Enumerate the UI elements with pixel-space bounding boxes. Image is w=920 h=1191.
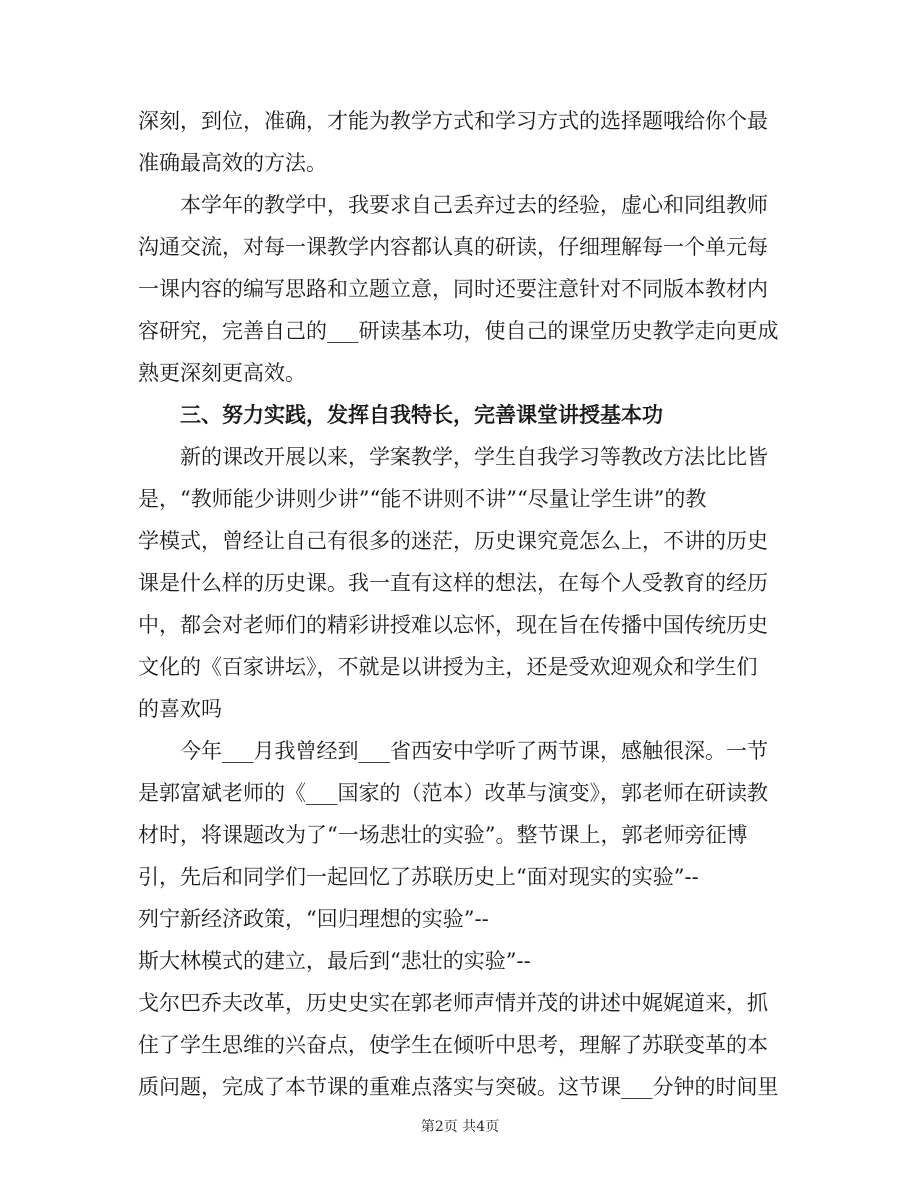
text-line: 文化的《百家讲坛》，不就是以讲授为主，还是受欢迎观众和学生们 [138, 655, 758, 679]
text-line: 戈尔巴乔夫改革，历史史实在郭老师声情并茂的讲述中娓娓道来，抓 [138, 991, 768, 1015]
text-line: 列宁新经济政策，“回归理想的实验”-- [138, 907, 489, 931]
text-line: 材时，将课题改为了“一场悲壮的实验”。整节课上，郭老师旁征博 [138, 823, 748, 847]
document-body [138, 100, 788, 1108]
text-line: 新的课改开展以来，学案教学，学生自我学习等教改方法比比皆 [180, 445, 768, 469]
text-line: 深刻，到位，准确，才能为教学方式和学习方式的选择题哦给你个最 [138, 109, 768, 133]
text-line: 一课内容的编写思路和立题立意，同时还要注意针对不同版本教材内 [138, 277, 768, 301]
text-line: 准确最高效的方法。 [138, 151, 327, 175]
text-line: 本学年的教学中，我要求自己丢弃过去的经验，虚心和同组教师 [180, 193, 768, 217]
text-line: 学模式，曾经让自己有很多的迷茫，历史课究竟怎么上，不讲的历史 [138, 529, 768, 553]
text-line: 引，先后和同学们一起回忆了苏联历史上“面对现实的实验”-- [138, 865, 699, 889]
text-line: 熟更深刻更高效。 [138, 361, 306, 385]
text-line: 是郭富斌老师的《___国家的（范本）改革与演变》，郭老师在研读教 [138, 781, 768, 805]
text-line: 是，“教师能少讲则少讲”“能不讲则不讲”“尽量让学生讲”的教 [138, 487, 707, 511]
text-line: 课是什么样的历史课。我一直有这样的想法，在每个人受教育的经历 [138, 571, 768, 595]
page-number-footer: 第2页 共4页 [420, 1119, 500, 1135]
text-line: 斯大林模式的建立，最后到“悲壮的实验”-- [138, 949, 531, 973]
text-line: 的喜欢吗 [138, 697, 222, 721]
text-line: 住了学生思维的兴奋点，使学生在倾听中思考，理解了苏联变革的本 [138, 1033, 768, 1057]
text-line: 今年___月我曾经到___省西安中学听了两节课，感触很深。一节 [180, 739, 768, 763]
text-line: 沟通交流，对每一课教学内容都认真的研读，仔细理解每一个单元每 [138, 235, 768, 259]
text-line: 中，都会对老师们的精彩讲授难以忘怀，现在旨在传播中国传统历史 [138, 613, 768, 637]
text-line: 质问题，完成了本节课的重难点落实与突破。这节课___分钟的时间里 [138, 1075, 779, 1099]
text-line: 容研究，完善自己的___研读基本功，使自己的课堂历史教学走向更成 [138, 319, 779, 343]
section-heading: 三、努力实践，发挥自我特长，完善课堂讲授基本功 [180, 402, 663, 427]
